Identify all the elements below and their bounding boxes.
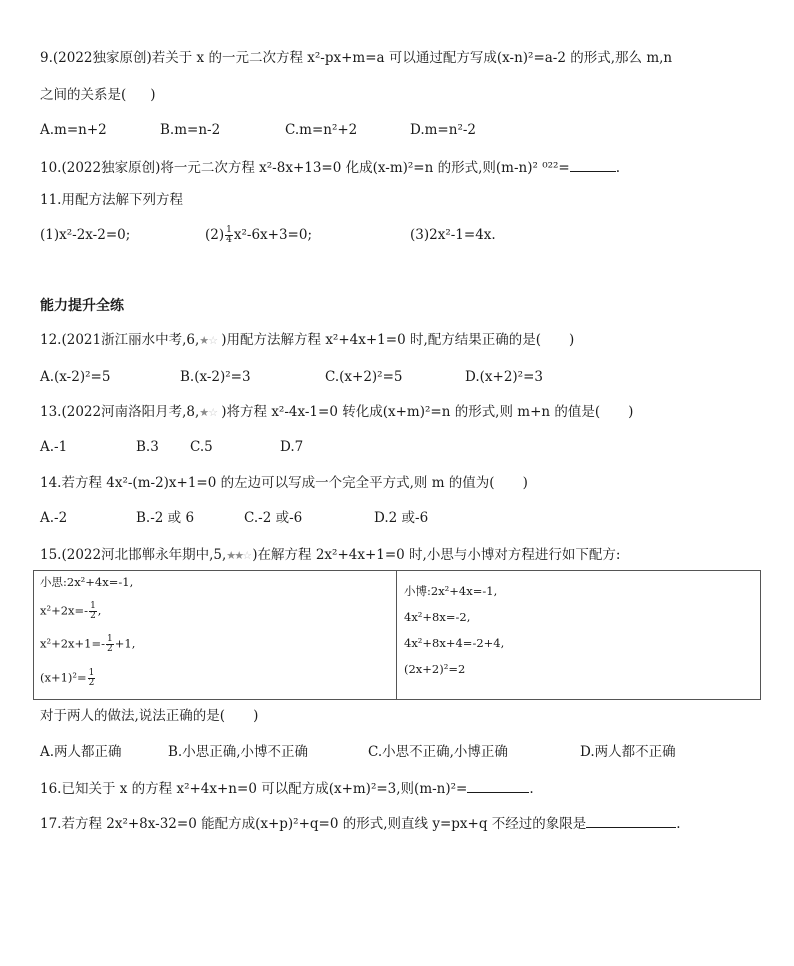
question-9-paren-close: ) [150,87,156,103]
xiaosi-step-4-text: (x+1)²= [40,670,87,685]
question-15-option-d: D.两人都不正确 [580,744,676,760]
section-title: 能力提升全练 [40,298,124,314]
question-12-paren-close: ) [569,332,575,348]
question-14-paren-close: ) [522,475,528,491]
xiaobo-step-1: 小博:2x²+4x=-1, [404,584,498,598]
question-14-option-c: C.-2 或-6 [244,510,303,526]
question-10-end: . [615,160,621,176]
xiaosi-step-2-end: , [97,603,102,618]
question-11-fraction-denominator: 4 [226,235,232,245]
question-11-part-2 [205,225,312,245]
question-9-option-b: B.m=n-2 [160,122,221,138]
question-12-option-d: D.(x+2)²=3 [465,369,543,385]
question-15-option-a: A.两人都正确 [40,744,122,760]
question-12-option-a: A.(x-2)²=5 [40,369,111,385]
question-10-answer-blank[interactable] [570,157,616,172]
question-10-text: 10.(2022独家原创)将一元二次方程 x²-8x+13=0 化成(x-m)²=n 的形式,则(m-n)² ⁰²²= [40,160,570,176]
question-15-prompt [40,706,258,726]
question-11-part-2-label: (2) [205,227,225,243]
question-16 [40,778,534,799]
xiaosi-step-3-text: x²+2x+1=- [40,636,106,651]
question-15-option-c: C.小思不正确,小博正确 [368,744,508,760]
question-14-option-a: A.-2 [40,510,68,526]
question-16-text: 16.已知关于 x 的方程 x²+4x+n=0 可以配方成(x+m)²=3,则(m-n)²= [40,781,468,797]
xiaosi-step-3-end: +1, [114,636,136,651]
xiaosi-step-3-numerator: 1 [107,634,113,644]
question-14-option-b: B.-2 或 6 [136,510,195,526]
question-13-option-b: B.3 [136,439,159,455]
question-15-text: )在解方程 2x²+4x+1=0 时,小思与小博对方程进行如下配方: [252,547,621,563]
question-15-option-b: B.小思正确,小博不正确 [168,744,309,760]
question-9-line-1: 9.(2022独家原创)若关于 x 的一元二次方程 x²-px+m=a 可以通过配方写成(x-n)²=a-2 的形式,那么 m,n [40,50,673,66]
question-12 [40,330,574,350]
table-divider [396,571,397,699]
question-11-part-1: (1)x²-2x-2=0; [40,227,131,243]
xiaobo-step-2: 4x²+8x=-2, [404,610,471,624]
question-13-option-d: D.7 [280,439,304,455]
xiaosi-step-2-numerator: 1 [90,601,96,611]
xiaobo-step-4: (2x+2)²=2 [404,662,466,676]
question-13-paren-close: ) [628,404,634,420]
question-14-text: 14.若方程 4x²-(m-2)x+1=0 的左边可以写成一个完全平方式,则 m 的值为( [40,475,495,491]
question-13-source: 13.(2022河南洛阳月考,8, [40,404,200,420]
question-11: 11.用配方法解下列方程 [40,192,183,208]
question-12-option-b: B.(x-2)²=3 [180,369,251,385]
question-11-fraction [225,226,233,245]
question-11-part-2-equation: x²-6x+3=0; [233,227,312,243]
question-16-end: . [529,781,534,797]
question-13-text: )将方程 x²-4x-1=0 转化成(x+m)²=n 的形式,则 m+n 的值是( [221,404,601,420]
xiaosi-step-4 [40,669,96,688]
difficulty-stars-icon: ★ ☆ [199,333,219,347]
question-17-text: 17.若方程 2x²+8x-32=0 能配方成(x+p)²+q=0 的形式,则直线 y=px+q 不经过的象限是 [40,816,587,832]
xiaosi-step-4-denominator: 2 [88,678,95,688]
question-14-option-d: D.2 或-6 [374,510,429,526]
question-13-option-c: C.5 [190,439,213,455]
xiaosi-step-4-fraction [88,669,96,688]
question-9-option-a: A.m=n+2 [40,122,107,138]
difficulty-stars-icon: ★ ★ ☆ [226,548,253,562]
question-16-answer-blank[interactable] [467,778,529,793]
difficulty-stars-icon: ★ ☆ [199,405,219,419]
question-15-prompt-text: 对于两人的做法,说法正确的是( [40,708,226,724]
question-9-line-2-text: 之间的关系是( [40,87,127,103]
xiaosi-step-2 [40,602,101,621]
question-14 [40,473,528,493]
question-11-part-3: (3)2x²-1=4x. [410,227,496,243]
question-11-fraction-numerator: 1 [226,225,232,235]
xiaosi-step-2-text: x²+2x=- [40,603,89,618]
question-17 [40,813,681,834]
question-12-text: )用配方法解方程 x²+4x+1=0 时,配方结果正确的是( [221,332,542,348]
xiaosi-step-3-denominator: 2 [107,644,113,654]
question-17-answer-blank[interactable] [586,813,676,828]
question-9-option-d: D.m=n²-2 [410,122,477,138]
question-15-source: 15.(2022河北邯郸永年期中,5, [40,547,227,563]
xiaosi-step-2-denominator: 2 [90,611,96,621]
question-17-end: . [676,816,681,832]
question-15 [40,545,620,565]
question-12-option-c: C.(x+2)²=5 [325,369,403,385]
question-13 [40,402,633,422]
question-9-line-2 [40,85,156,105]
xiaobo-step-3: 4x²+8x+4=-2+4, [404,636,505,650]
question-12-source: 12.(2021浙江丽水中考,6, [40,332,200,348]
solution-comparison-table [33,570,761,700]
xiaosi-step-2-fraction [89,602,97,621]
question-15-paren-close: ) [253,708,259,724]
question-13-option-a: A.-1 [40,439,68,455]
xiaosi-step-3 [40,635,135,654]
question-10 [40,157,620,178]
xiaosi-step-1: 小思:2x²+4x=-1, [40,575,134,589]
question-9-option-c: C.m=n²+2 [285,122,358,138]
xiaosi-step-3-fraction [106,635,114,654]
xiaosi-step-4-numerator: 1 [88,668,95,678]
